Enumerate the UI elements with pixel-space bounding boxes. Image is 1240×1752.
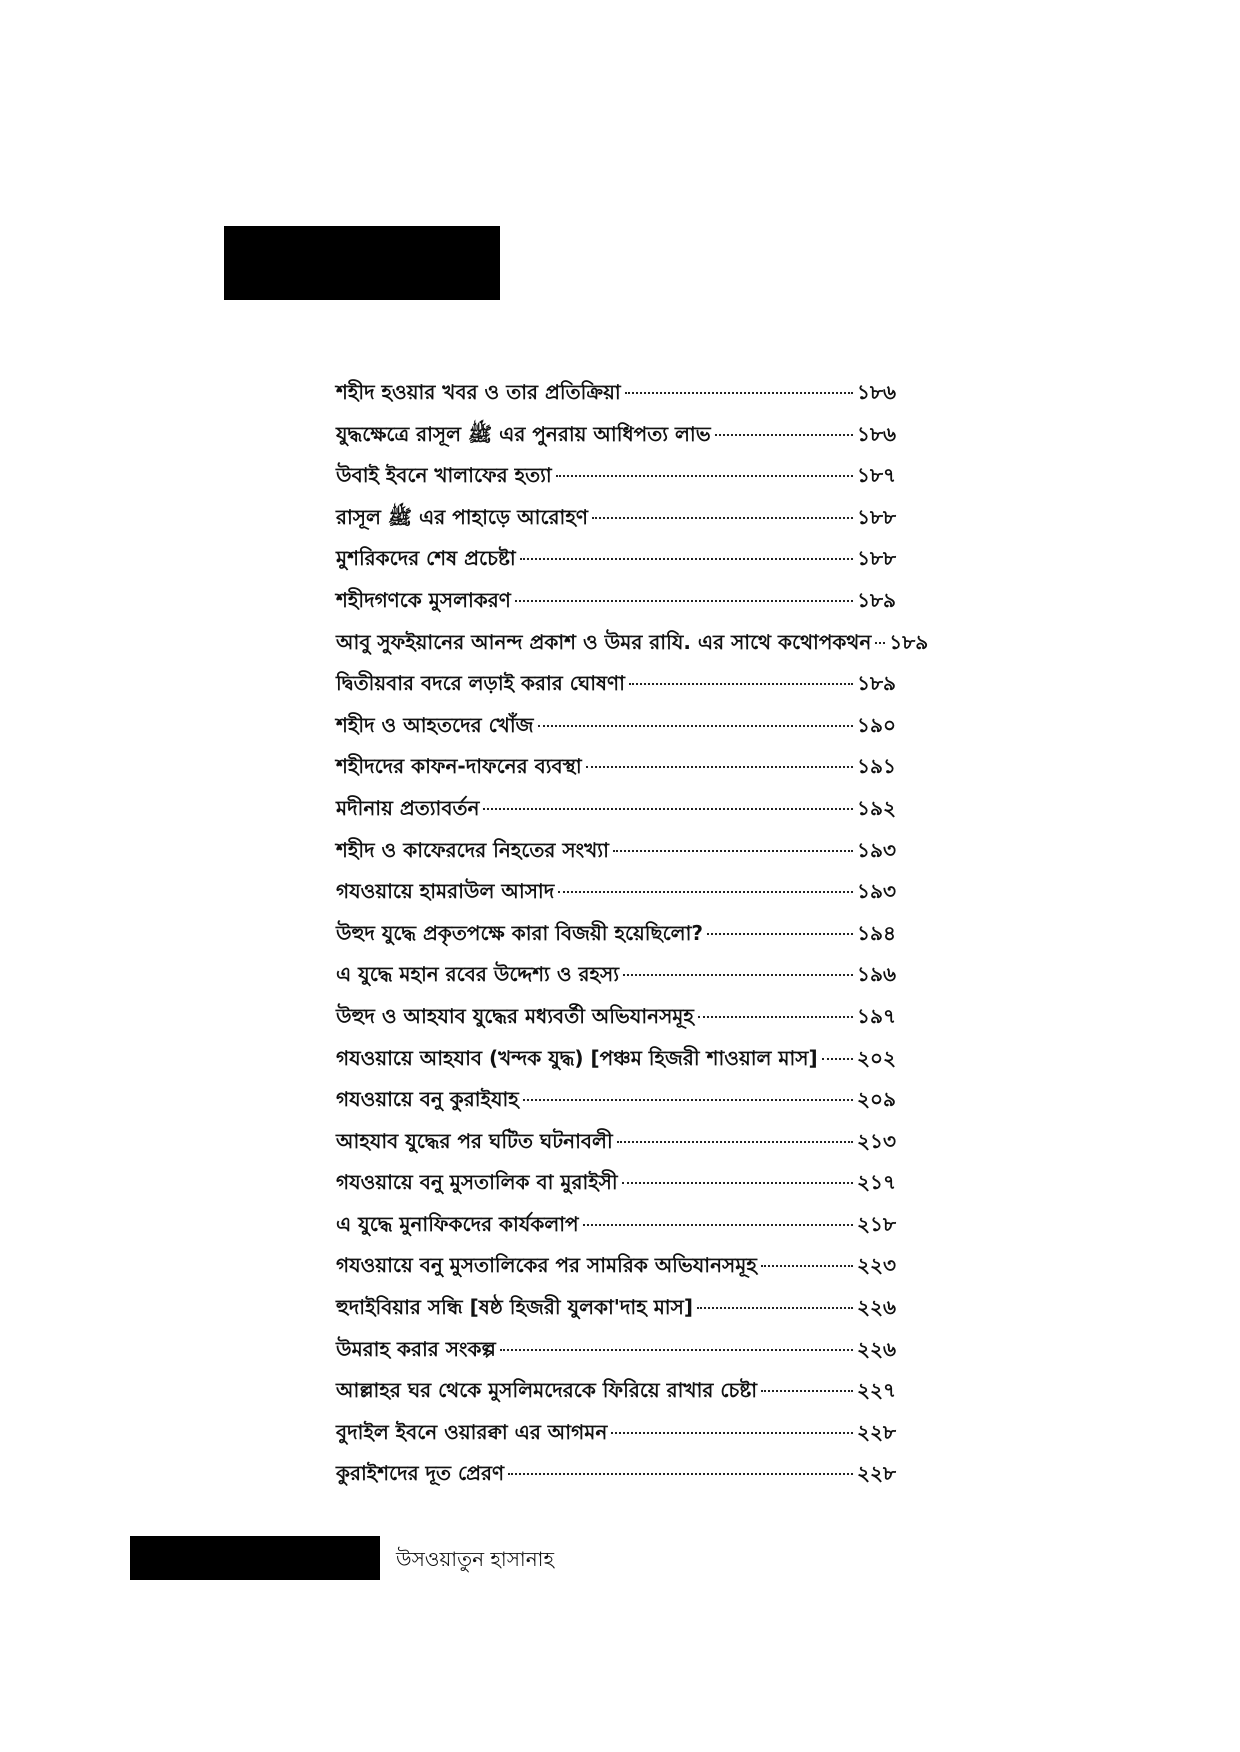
dot-leader [558, 891, 853, 893]
toc-entry-page-number: ১৯২ [857, 795, 896, 820]
toc-entry-page-number: ২২৬ [856, 1295, 896, 1320]
toc-entry-page-number: ১৯৭ [857, 1003, 896, 1028]
toc-entry-title: গযওয়ায়ে হামরাউল আসাদ [336, 879, 555, 904]
toc-entry-page-number: ২২৮ [857, 1461, 896, 1486]
toc-entry-title: এ যুদ্ধে মুনাফিকদের কার্যকলাপ [336, 1211, 579, 1236]
toc-entry-title: উহুদ ও আহযাব যুদ্ধের মধ্যবর্তী অভিযানসমূহ [336, 1003, 694, 1028]
toc-entry-title: বুদাইল ইবনে ওয়ারক্বা এর আগমন [336, 1419, 608, 1444]
toc-entry-title: শহীদ ও আহতদের খোঁজ [336, 712, 534, 737]
toc-entry [336, 420, 896, 462]
toc-entry-title: উমরাহ করার সংকল্প [336, 1336, 496, 1361]
dot-leader [707, 933, 853, 935]
dot-leader [592, 517, 853, 519]
toc-entry-page-number: ২১৮ [857, 1211, 896, 1236]
toc-entry-title: শহীদগণকে মুসলাকরণ [336, 587, 511, 612]
toc-entry-page-number: ১৮৯ [889, 629, 929, 654]
toc-entry-title: উবাই ইবনে খালাফের হত্যা [336, 463, 552, 488]
toc-entry-page-number: ১৯৬ [857, 962, 896, 987]
toc-entry [336, 960, 896, 1002]
dot-leader [623, 974, 853, 976]
toc-entry-page-number: ২১৩ [857, 1128, 896, 1153]
redacted-footer-block [130, 1536, 380, 1580]
toc-entry [336, 461, 896, 503]
toc-entry-page-number: ২০৯ [857, 1087, 896, 1112]
dot-leader [611, 1432, 853, 1434]
toc-entry [336, 1418, 896, 1460]
toc-entry-page-number: ১৮৮ [857, 504, 896, 529]
toc-entry-page-number: ১৮৮ [857, 546, 896, 571]
toc-entry [336, 711, 896, 753]
dot-leader [697, 1307, 853, 1309]
dot-leader [822, 1058, 853, 1060]
toc-entry [336, 1251, 896, 1293]
dot-leader [761, 1390, 853, 1392]
toc-entry-title: শহীদ হওয়ার খবর ও তার প্রতিক্রিয়া [336, 380, 621, 404]
toc-entry-title: গযওয়ায়ে বনু মুসতালিকের পর সামরিক অভিযানসমূহ [336, 1253, 757, 1278]
dot-leader [556, 475, 853, 477]
toc-entry-title: গযওয়ায়ে বনু মুসতালিক বা মুরাইসী [336, 1170, 618, 1195]
dot-leader [538, 725, 854, 727]
toc-entry-title: দ্বিতীয়বার বদরে লড়াই করার ঘোষণা [336, 671, 625, 696]
dot-leader [583, 1224, 853, 1226]
toc-entry-page-number: ১৯১ [857, 754, 896, 779]
footer-book-title: উসওয়াতুন হাসানাহ [396, 1547, 554, 1571]
toc-entry [336, 1002, 896, 1044]
toc-entry-title: রাসূল ﷺ এর পাহাড়ে আরোহণ [336, 504, 588, 529]
toc-entry [336, 1293, 896, 1335]
dot-leader [761, 1265, 853, 1267]
toc-entry-page-number: ১৯৪ [857, 920, 896, 945]
dot-leader [523, 1099, 853, 1101]
toc-entry [336, 877, 896, 919]
table-of-contents [336, 378, 929, 1501]
toc-entry-page-number: ২০২ [856, 1045, 896, 1070]
toc-entry [336, 919, 896, 961]
toc-entry-page-number: ২২৩ [856, 1253, 896, 1278]
toc-entry [336, 1459, 896, 1501]
toc-entry-page-number: ১৮৭ [857, 463, 896, 488]
dot-leader [617, 1141, 853, 1143]
dot-leader [586, 766, 853, 768]
toc-entry [336, 586, 896, 628]
toc-entry-page-number: ১৮৬ [857, 380, 896, 404]
toc-entry-title: উহুদ যুদ্ধে প্রকৃতপক্ষে কারা বিজয়ী হয়েছিলো? [336, 920, 703, 945]
dot-leader [515, 600, 853, 602]
dot-leader [625, 392, 853, 394]
toc-entry [336, 836, 896, 878]
toc-entry [336, 1168, 896, 1210]
dot-leader [698, 1016, 853, 1018]
toc-entry-title: আহযাব যুদ্ধের পর ঘটিত ঘটনাবলী [336, 1128, 613, 1153]
toc-entry-page-number: ১৯০ [857, 712, 896, 737]
toc-entry [336, 544, 896, 586]
toc-entry-title: মুশরিকদের শেষ প্রচেষ্টা [336, 546, 516, 571]
toc-entry-page-number: ১৮৬ [857, 421, 896, 446]
toc-entry-page-number: ১৯৩ [857, 879, 896, 904]
toc-entry-title: গযওয়ায়ে বনু কুরাইযাহ [336, 1087, 519, 1112]
toc-entry [336, 378, 896, 420]
dot-leader [875, 642, 885, 644]
toc-entry [336, 628, 929, 670]
dot-leader [508, 1473, 853, 1475]
toc-entry-page-number: ২২৬ [856, 1336, 896, 1361]
toc-entry-page-number: ১৯৩ [857, 837, 896, 862]
toc-entry [336, 752, 896, 794]
toc-entry-page-number: ২২৮ [857, 1419, 896, 1444]
toc-entry [336, 1376, 896, 1418]
toc-entry-title: কুরাইশদের দূত প্রেরণ [336, 1461, 505, 1486]
dot-leader [613, 850, 853, 852]
dot-leader [629, 683, 853, 685]
toc-entry [336, 1044, 896, 1086]
toc-entry [336, 1127, 896, 1169]
toc-entry-title: আবু সুফইয়ানের আনন্দ প্রকাশ ও উমর রাযি. এর সাথে কথোপকথন [336, 629, 872, 654]
toc-entry-title: হুদাইবিয়ার সন্ধি [ষষ্ঠ হিজরী যুলকা'দাহ মাস] [336, 1295, 693, 1320]
redacted-header-block [224, 226, 500, 300]
toc-entry [336, 1210, 896, 1252]
toc-entry [336, 1335, 896, 1377]
toc-entry [336, 794, 896, 836]
toc-entry [336, 1085, 896, 1127]
toc-entry-title: শহীদ ও কাফেরদের নিহতের সংখ্যা [336, 837, 609, 862]
dot-leader [483, 808, 853, 810]
dot-leader [500, 1349, 853, 1351]
toc-entry-title: মদীনায় প্রত্যাবর্তন [336, 795, 480, 820]
toc-entry-title: গযওয়ায়ে আহযাব (খন্দক যুদ্ধ) [পঞ্চম হিজরী শাওয়াল মাস] [336, 1045, 818, 1070]
toc-entry-page-number: ১৮৯ [857, 671, 896, 696]
toc-entry [336, 503, 896, 545]
dot-leader [715, 434, 853, 436]
toc-entry-title: শহীদদের কাফন-দাফনের ব্যবস্থা [336, 754, 582, 779]
toc-entry-title: যুদ্ধক্ষেত্রে রাসূল ﷺ এর পুনরায় আধিপত্য লাভ [336, 421, 711, 446]
dot-leader [622, 1182, 853, 1184]
toc-entry-page-number: ১৮৯ [857, 587, 896, 612]
dot-leader [520, 558, 853, 560]
toc-entry-title: আল্লাহর ঘর থেকে মুসলিমদেরকে ফিরিয়ে রাখার চেষ্টা [336, 1378, 758, 1403]
toc-entry-page-number: ২২৭ [856, 1378, 896, 1403]
toc-entry [336, 669, 896, 711]
toc-entry-page-number: ২১৭ [857, 1170, 896, 1195]
toc-entry-title: এ যুদ্ধে মহান রবের উদ্দেশ্য ও রহস্য [336, 962, 620, 987]
